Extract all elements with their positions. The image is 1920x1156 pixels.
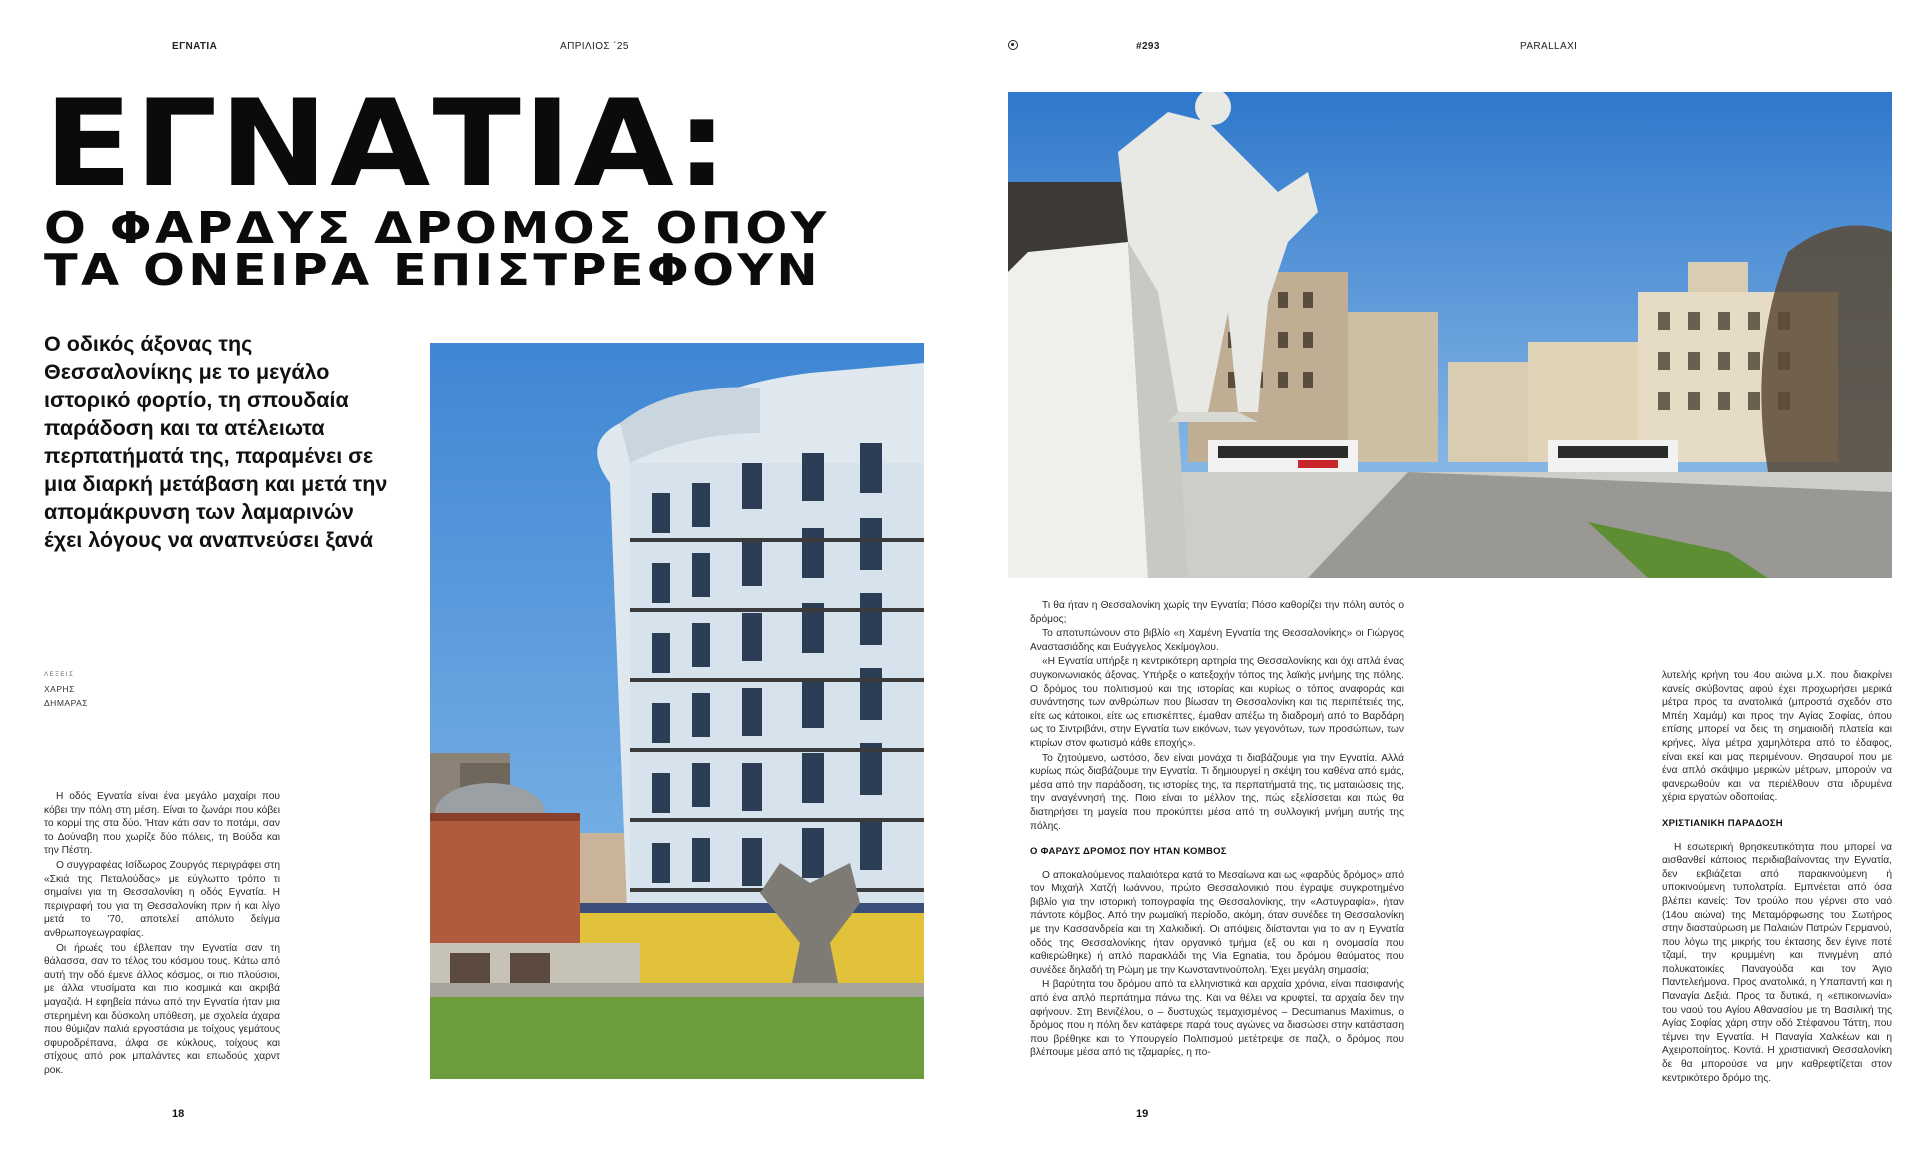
body-paragraph: «Η Εγνατία υπήρξε η κεντρικότερη αρτηρία της Θεσσαλονίκης και όχι απλά ένας συγκοινωνιακός άξονας. Υπήρξε ο κατεξοχήν τόπος της λαϊκής μνήμης της πόλης. Ο δρόμος του πολιτισμού και της ιστορίας και κυρίως ο τόπος αναφοράς και συνάντησης των ανθρώπων που βίωσαν τη Θεσσαλονίκη και τις περιπέτειές της, είτε ως κάτοικοι, είτε ως επισκέπτες, έμαθαν απέξω τη διαδρομή από το Βαρδάρη ως το Σιντριβάνι, στην Εγνατία των εικόνων, των γεγονότων, των προσώπων, των κτιρίων στον φωτισμό κάθε εποχής». <box>1030 656 1404 749</box>
page-number-left: 18 <box>172 1108 185 1120</box>
body-paragraph: Ο συγγραφέας Ισίδωρος Ζουργός περιγράφει στη «Σκιά της Πεταλούδας» με εύγλωττο τρόπο τι σημαίνει για τη Θεσσαλονίκη η οδός Εγνατία. Η περιγραφή του για τη Θεσσαλονίκη πριν ή και λίγο μετά το ’70, αποτελεί απόλυτο δείγμα ανθρωπογεωγραφίας. <box>44 859 280 939</box>
body-paragraph: Η βαρύτητα του δρόμου από τα ελληνιστικά και αρχαία χρόνια, είναι πασιφανής από ένα απλό περπάτημα πάνω της. Και να θέλει να κρυφτεί, τα αρχαία δεν την αφήνουν. Στη Βενιζέλου, ο – δυστυχώς τεμαχισμένος – Decumanus Maximus, ο δρόμος που η πόλη δεν κατάφερε παρά τους αγώνες να διασώσει στην κατάσταση που βρέθηκε και το Υπουργείο Πολιτισμού μετέτρεψε σε παζλ, ο δρόμος που βλέπουμε μέσα από τις τζαμαρίες, η πο- <box>1030 979 1404 1059</box>
section-label: ΕΓΝΑΤΙΑ <box>172 41 218 52</box>
body-paragraph: Το αποτυπώνουν στο βιβλίο «η Χαμένη Εγνατία της Θεσσαλονίκης» οι Γιώργος Αναστασιάδης και Ευάγγελος Χεκίμογλου. <box>1030 628 1404 653</box>
target-icon <box>1008 40 1018 50</box>
brand-name: PARALLAXI <box>1520 41 1578 52</box>
page-number-right: 19 <box>1136 1108 1149 1120</box>
body-paragraph: Ο αποκαλούμενος παλαιότερα κατά το Μεσαίωνα και ως «φαρδύς δρόμος» από τον Μιχαήλ Χατζή Ιωάννου, πρώτο Θεσσαλονικιό που έγραψε συγκροτημένο βιβλίο για την ιστορική τοπογραφία της Θεσσαλονίκης, την «Αστυγραφία», ήταν πάντοτε κόμβος. Από την ρωμαϊκή περίοδο, ακόμη, όταν συνέδεε τη Θεσσαλονίκη με την Κασσανδρεία και τη Χαλκιδική. Οι απόψεις διίστανται για το αν η Εγνατία οδός της Θεσσαλονίκης ήταν οργανικό τμήμα (εξ ου και η ονομασία που καθιερώθηκε) ή απλό παρακλάδι της Via Egnatia, του δρόμου θαύματος που συνέδεε δηλαδή τη Ρώμη με την Κωνσταντινούπολη. Έχει μεγάλη σημασία; <box>1030 869 1404 976</box>
section-subhead: Ο ΦΑΡΔΥΣ ΔΡΟΜΟΣ ΠΟΥ ΗΤΑΝ ΚΟΜΒΟΣ <box>1030 846 1227 858</box>
author-last-name: ΔΗΜΑΡΑΣ <box>44 698 89 708</box>
body-paragraph: Τι θα ήταν η Θεσσαλονίκη χωρίς την Εγνατία; Πόσο καθορίζει την πόλη αυτός ο δρόμος; <box>1030 600 1404 625</box>
subheadline <box>44 203 830 296</box>
author-first-name: ΧΑΡΗΣ <box>44 684 75 694</box>
subheadline-line-1: Ο ΦΑΡΔΥΣ ΔΡΟΜΟΣ ΟΠΟΥ <box>44 203 830 254</box>
right-body-column-1 <box>1030 599 1404 1061</box>
issue-number: #293 <box>1136 41 1160 52</box>
statue-square-photo <box>1008 92 1892 578</box>
author-credit <box>44 668 88 710</box>
building-photo <box>430 343 924 1079</box>
right-body-column-2 <box>1662 669 1892 1086</box>
issue-date: ΑΠΡΙΛΙΟΣ ΄25 <box>560 41 629 52</box>
body-paragraph: Η οδός Εγνατία είναι ένα μεγάλο μαχαίρι που κόβει την πόλη στη μέση. Είναι το ζωνάρι που κόβει το κορμί της στα δύο. Ήταν κάτι σαν το ποτάμι, σαν το Δούναβη που χωρίζε δύο πόλεις, τη Βούδα και την Πέστη. <box>44 791 280 857</box>
body-paragraph: λυτελής κρήνη του 4ου αιώνα μ.Χ. που διακρίνει κανείς σκύβοντας αφού έχει προχωρήσει μερικά μέτρα προς τα ανατολικά (μπροστά σχεδόν στο Μπέη Χαμάμ) και προς την Αγίας Σοφίας, όπου επίσης μπορεί να δεις τη σημαιοιδή πλατεία και κρήνες, λίγα μέτρα χαμηλότερα από το έδαφος, είναι εκεί και μας περιμένουν. Θησαυροί που με ένα απλό σκάψιμο μερικών μέτρων, μπορούν να φανερωθούν και να περιέλθουν στα ιδρυμένα χέρια εργατών οδοποιίας. <box>1662 670 1892 804</box>
body-paragraph: Το ζητούμενο, ωστόσο, δεν είναι μονάχα τι διαβάζουμε για την Εγνατία. Αλλά κυρίως πώς διαβάζουμε την Εγνατία. Τι δημιουργεί η σκέψη του καθένα από εμάς, μέσα από την παράδοση, τις ιστορίες της, τα περπατήματά της, τις ματαιώσεις της, την αναγέννησή της. Ποιο είναι το μέλλον της, πώς εξελίσσεται και πώς θα διατηρήσει τη μαγεία που προκύπτει μέσα από τη συλλογική μνήμη αυτής της πόλης. <box>1030 752 1404 832</box>
body-paragraph: Η εσωτερική θρησκευτικότητα που μπορεί να αισθανθεί κάποιος περιδιαβαίνοντας την Εγνατία, δεν εκβιάζεται από παρακινούμενη ή υποκινούμενη τυπολατρία. Εμπνέεται από όσα βλέπει κανείς: Τον τρούλο που γέρνει στο ναό (14ου αιώνα) της Μεταμόρφωσης του Σωτήρος στην διασταύρωση με Παλαιών Πατρών Γερμανού, που λόγω της μικρής του έκτασης δεν έγινε ποτέ τζαμί, την κρυμμένη και πνιγμένη από πολυκατοικίες Παναγούδα και τον Άγιο Παντελεήμονα. Προς ανατολικά, η Υπαπαντή και η Παναγία Δεξιά. Προς τα δυτικά, η «επικοινωνία» του ναού του Αγίου Αθανασίου με τη Βασιλική της Αγίας Σοφίας χάρη στην οδό Στέφανου Τάττη, που τέμνει την Εγνατία. Η Παναγία Χαλκέων και η Αχειροποίητος. Κοντά. Η χριστιανική Θεσσαλονίκη δε θα μπορούσε να μην καθρεφτίζεται στον κεντρικότερο δρόμο της. <box>1662 841 1892 1084</box>
body-paragraph: Οι ήρωές του έβλεπαν την Εγνατία σαν τη θάλασσα, σαν το τέλος του κόσμου τους. Κάτω από αυτή την οδό έμενε άλλος κόσμος, οι πιο πλούσιοι, με άλλα ντυσίματα και πιο κοσμικά και ακριβά μαγαζιά. Η εφηβεία πάνω από την Εγνατία ήταν μια στερημένη και δύσκολη υπόθεση, με σχολεία άχαρα που θύμιζαν παλιά εργοστάσια με τοίχους γεμάτους σφυροδρέπανα, άλφα σε κύκλους, τοίχους και στίχους από ροκ μπαλάντες και επωδούς χαρντ ροκ. <box>44 942 280 1076</box>
lede: Ο οδικός άξονας της Θεσσαλονίκης με το μεγάλο ιστορικό φορτίο, τη σπουδαία παράδοση και τα ατέλειωτα περπατήματά της, παραμένει σε μια διαρκή μετάβαση και μετά την απομάκρυνση των λαμαρινών έχει λόγους να αναπνεύσει ξανά <box>44 332 388 552</box>
subheadline-line-2: ΤΑ ΟΝΕΙΡΑ ΕΠΙΣΤΡΕΦΟΥΝ <box>44 245 822 296</box>
section-subhead: ΧΡΙΣΤΙΑΝΙΚΗ ΠΑΡΑΔΟΣΗ <box>1662 817 1783 829</box>
credit-label: ΛΕΞΕΙΣ <box>44 672 75 678</box>
left-body-column <box>44 790 280 1078</box>
headline: ΕΓΝΑΤΙΑ: <box>44 75 730 214</box>
